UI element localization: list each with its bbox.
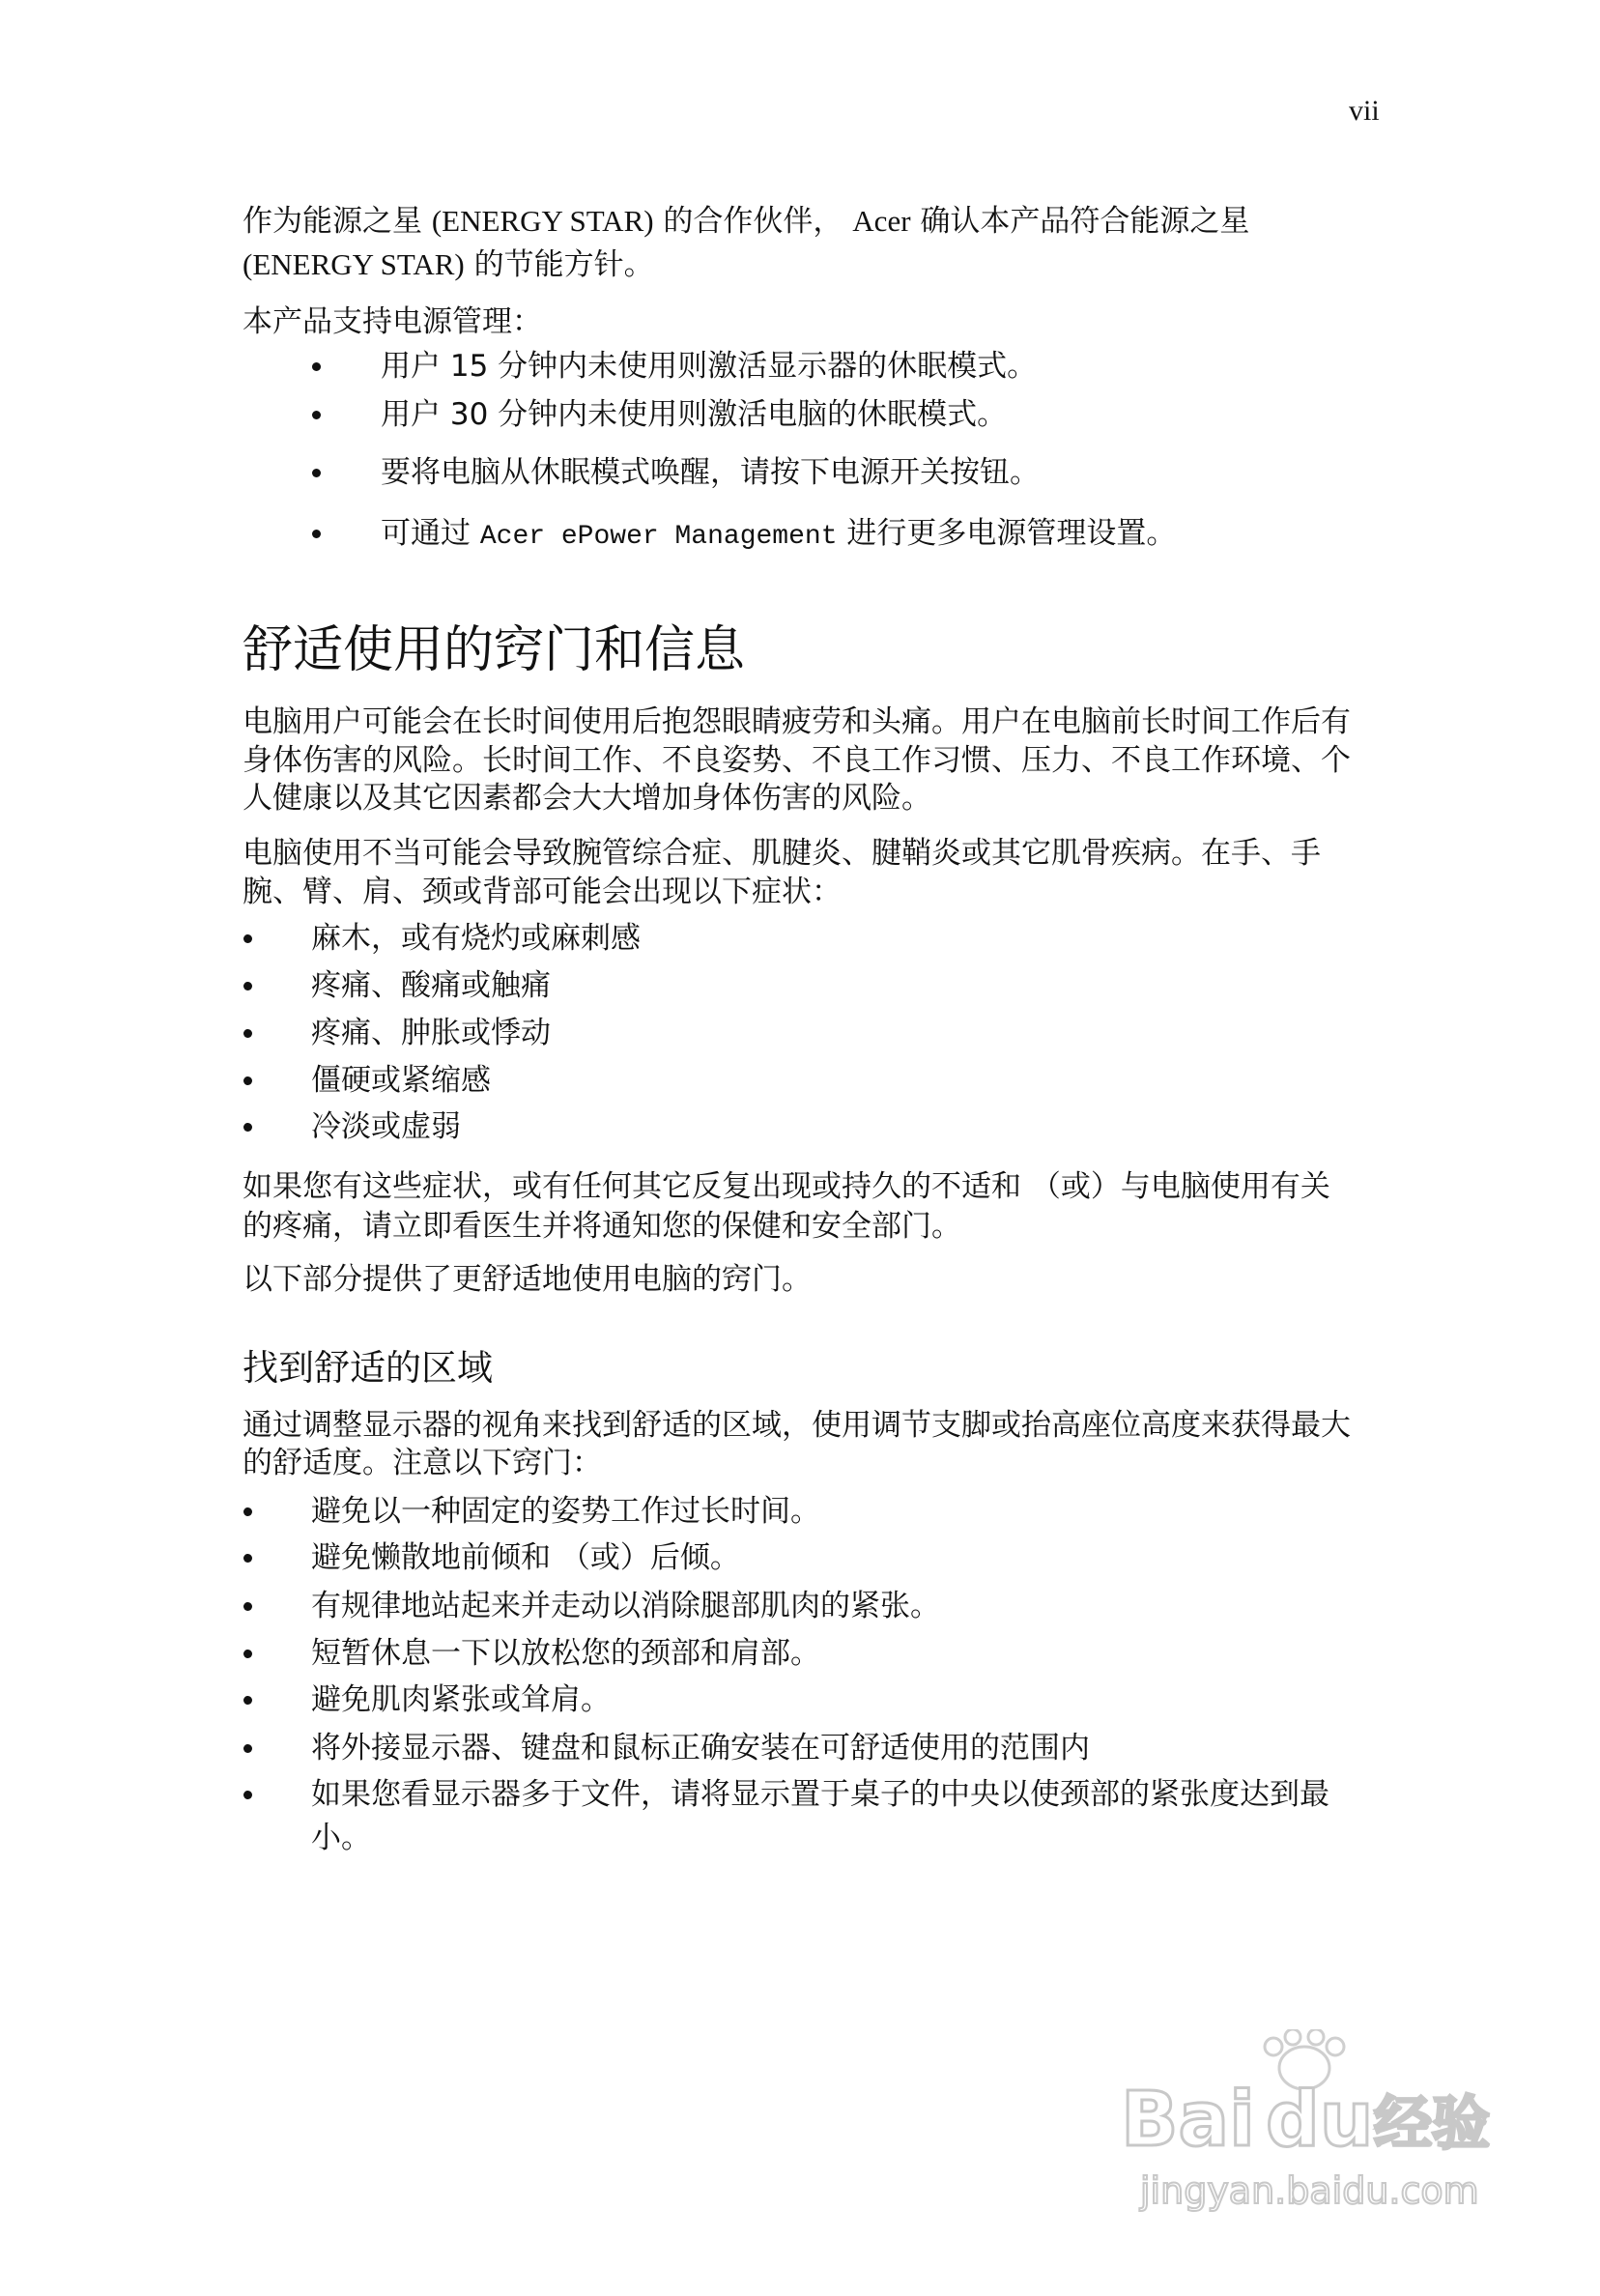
list-item: 用户 30 分钟内未使用则激活电脑的休眠模式。 bbox=[381, 397, 1008, 432]
symptom-item: 疼痛、肿胀或悸动 bbox=[311, 1016, 551, 1050]
tip-item: 避免肌肉紧张或耸肩。 bbox=[311, 1682, 611, 1717]
tip-item: 小。 bbox=[311, 1821, 371, 1855]
subsection-heading: 找到舒适的区域 bbox=[243, 1347, 493, 1389]
tip-item: 如果您看显示器多于文件，请将显示置于桌子的中央以使颈部的紧张度达到最 bbox=[311, 1777, 1329, 1812]
paragraph-line: 电脑用户可能会在长时间使用后抱怨眼睛疲劳和头痛。用户在电脑前长时间工作后有 bbox=[243, 704, 1351, 739]
paragraph-line: 以下部分提供了更舒适地使用电脑的窍门。 bbox=[243, 1262, 812, 1297]
symptom-item: 僵硬或紧缩感 bbox=[311, 1063, 491, 1098]
text: Acer bbox=[852, 204, 911, 238]
tip-item: 短暂休息一下以放松您的颈部和肩部。 bbox=[311, 1636, 820, 1671]
intro-line-2 bbox=[243, 245, 654, 284]
baidu-jingyan-watermark bbox=[1121, 2029, 1498, 2223]
bullet-icon bbox=[312, 362, 321, 371]
text: (ENERGY STAR) bbox=[431, 204, 654, 238]
text: 作为能源之星 bbox=[243, 204, 432, 239]
text: 的合作伙伴， bbox=[653, 204, 853, 239]
bullet-icon bbox=[312, 530, 321, 538]
symptom-item: 冷淡或虚弱 bbox=[311, 1109, 461, 1144]
text: 的节能方针。 bbox=[464, 247, 654, 282]
bullet-icon bbox=[243, 1554, 252, 1563]
bullet-icon bbox=[243, 982, 252, 990]
tip-item: 有规律地站起来并走动以消除腿部肌肉的紧张。 bbox=[311, 1589, 940, 1623]
intro-line-1 bbox=[243, 202, 1249, 241]
page-number: vii bbox=[1349, 95, 1380, 127]
bullet-icon bbox=[243, 1029, 252, 1038]
tip-item: 避免以一种固定的姿势工作过长时间。 bbox=[311, 1494, 820, 1529]
bullet-icon bbox=[243, 1602, 252, 1611]
power-intro: 本产品支持电源管理： bbox=[243, 304, 542, 339]
svg-text:jingyan.baidu.com: jingyan.baidu.com bbox=[1140, 2169, 1479, 2212]
text: 进行更多电源管理设置。 bbox=[837, 516, 1177, 551]
paragraph-line: 身体伤害的风险。长时间工作、不良姿势、不良工作习惯、压力、不良工作环境、个 bbox=[243, 743, 1351, 778]
bullet-icon bbox=[243, 934, 252, 943]
bullet-icon bbox=[243, 1076, 252, 1085]
bullet-icon bbox=[243, 1650, 252, 1658]
svg-text:经验: 经验 bbox=[1374, 2090, 1490, 2158]
symptom-item: 疼痛、酸痛或触痛 bbox=[311, 968, 551, 1003]
tip-item: 将外接显示器、键盘和鼠标正确安装在可舒适使用的范围内 bbox=[311, 1731, 1090, 1765]
text: 确认本产品符合能源之星 bbox=[910, 204, 1250, 239]
list-item: 用户 15 分钟内未使用则激活显示器的休眠模式。 bbox=[381, 349, 1038, 384]
bullet-icon bbox=[312, 411, 321, 419]
bullet-icon bbox=[243, 1791, 252, 1799]
bullet-icon bbox=[243, 1123, 252, 1132]
paragraph-line: 腕、臂、肩、颈或背部可能会出现以下症状： bbox=[243, 875, 842, 909]
section-heading: 舒适使用的窍门和信息 bbox=[243, 621, 746, 679]
list-item: 要将电脑从休眠模式唤醒，请按下电源开关按钮。 bbox=[381, 455, 1040, 490]
paragraph-line: 如果您有这些症状，或有任何其它反复出现或持久的不适和 （或）与电脑使用有关 bbox=[243, 1169, 1330, 1204]
bullet-icon bbox=[243, 1744, 252, 1753]
tip-item: 避免懒散地前倾和 （或）后倾。 bbox=[311, 1540, 740, 1575]
bullet-icon bbox=[243, 1507, 252, 1516]
bullet-icon bbox=[312, 469, 321, 477]
text: Acer ePower Management bbox=[479, 522, 838, 552]
svg-text:du: du bbox=[1266, 2077, 1374, 2164]
svg-text:Bai: Bai bbox=[1121, 2077, 1255, 2164]
paragraph-line: 的舒适度。注意以下窍门： bbox=[243, 1446, 602, 1480]
symptom-item: 麻木，或有烧灼或麻刺感 bbox=[311, 921, 641, 956]
text: 可通过 bbox=[381, 516, 480, 551]
paragraph-line: 人健康以及其它因素都会大大增加身体伤害的风险。 bbox=[243, 781, 931, 816]
paragraph-line: 的疼痛，请立即看医生并将通知您的保健和安全部门。 bbox=[243, 1209, 961, 1244]
paragraph-line: 电脑使用不当可能会导致腕管综合症、肌腱炎、腱鞘炎或其它肌骨疾病。在手、手 bbox=[243, 836, 1321, 871]
text: (ENERGY STAR) bbox=[243, 247, 465, 281]
list-item bbox=[381, 514, 1176, 557]
bullet-icon bbox=[243, 1696, 252, 1705]
paragraph-line: 通过调整显示器的视角来找到舒适的区域，使用调节支脚或抬高座位高度来获得最大 bbox=[243, 1408, 1351, 1443]
